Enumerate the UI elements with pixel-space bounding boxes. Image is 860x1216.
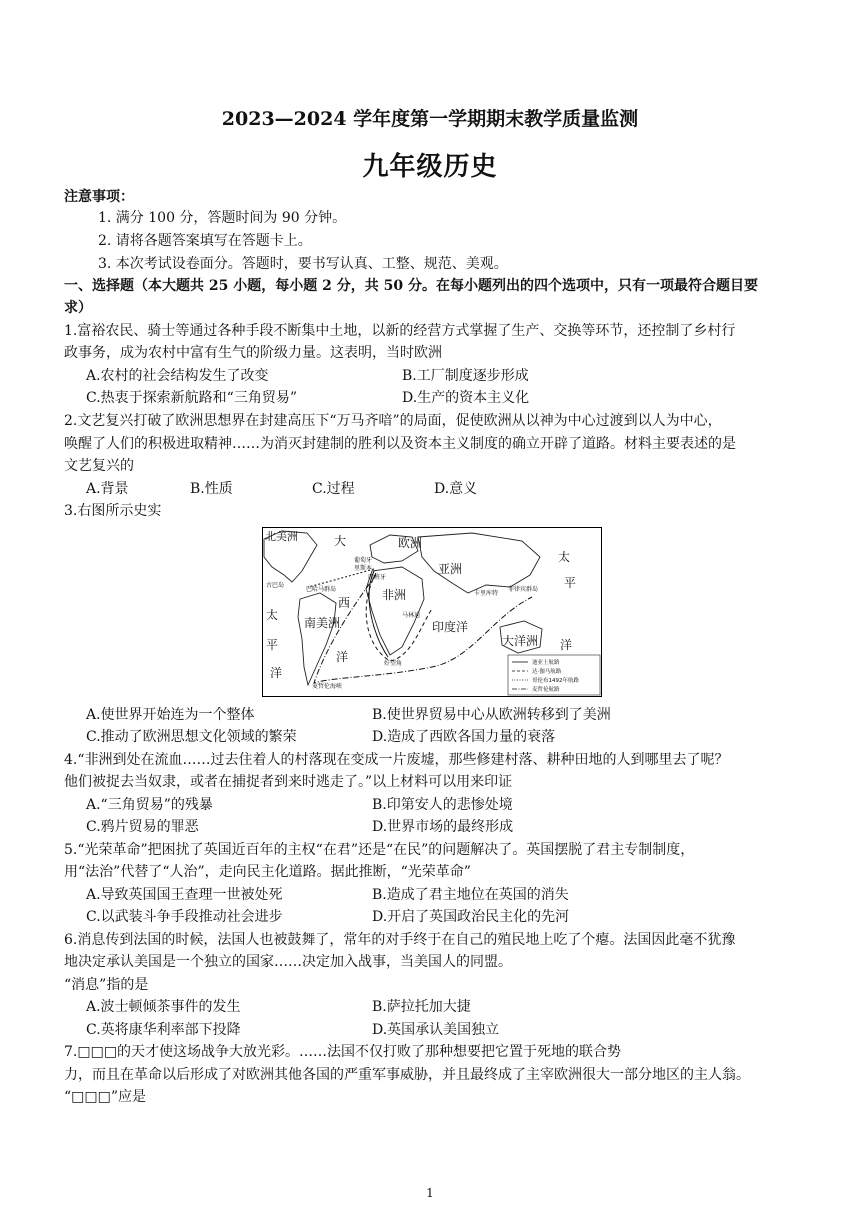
q1-option-d: D.生产的资本主义化 bbox=[402, 390, 530, 406]
q3-option-c: C.推动了欧洲思想文化领域的繁荣 bbox=[86, 729, 297, 745]
q3-option-b: B.使世界贸易中心从欧洲转移到了美洲 bbox=[372, 707, 611, 723]
label-malindi: 马林迪 bbox=[402, 612, 421, 619]
question-3-stem: 3.右图所示史实 bbox=[64, 503, 162, 519]
question-6-stem: 6.消息传到法国的时候，法国人也被鼓舞了，常年的对手终于在自己的殖民地上吃了个瘪。法国因此毫不犹豫 bbox=[64, 932, 736, 948]
legend-dias: 迪亚士航路 bbox=[532, 660, 560, 666]
q2-option-b: B.性质 bbox=[190, 481, 233, 497]
note-item: 1. 满分 100 分，答题时间为 90 分钟。 bbox=[98, 210, 347, 226]
q5-option-d: D.开启了英国政治民主化的先河 bbox=[372, 909, 570, 925]
q4-option-c: C.鸦片贸易的罪恶 bbox=[86, 819, 199, 835]
page-number: 1 bbox=[426, 1186, 434, 1200]
question-5-stem-cont: 用“法治”代替了“人治”，走向民主化道路。据此推断，“光荣革命” bbox=[64, 864, 471, 880]
q1-option-a: A.农村的社会结构发生了改变 bbox=[86, 368, 269, 384]
label-europe: 欧洲 bbox=[398, 536, 423, 550]
label-magellan-strait: 麦哲伦海峡 bbox=[312, 683, 343, 690]
legend-magellan: 麦哲伦航路 bbox=[532, 687, 560, 693]
label-s-america: 南美洲 bbox=[304, 616, 341, 630]
question-4-stem-cont: 他们被捉去当奴隶，或者在捕捉者到来时逃走了。”以上材料可以用来印证 bbox=[64, 774, 513, 790]
q4-option-b: B.印第安人的悲惨处境 bbox=[372, 797, 513, 813]
question-7-stem-cont: “□□□”应是 bbox=[64, 1089, 146, 1105]
question-7-stem-cont: 力，而且在革命以后形成了对欧洲其他各国的严重军事威胁，并且最终成了主宰欧洲很大一部分地区的主人翁。 bbox=[64, 1067, 750, 1083]
label-calicut: 卡里库特 bbox=[474, 590, 499, 597]
q1-option-b: B.工厂制度逐步形成 bbox=[402, 368, 529, 384]
label-ping-right: 平 bbox=[564, 576, 577, 590]
note-item: 3. 本次考试设卷面分。答题时，要书写认真、工整、规范、美观。 bbox=[98, 256, 508, 272]
q2-option-c: C.过程 bbox=[312, 481, 355, 497]
question-7-stem: 7.□□□的天才使这场战争大放光彩。……法国不仅打败了那种想要把它置于死地的联合势 bbox=[64, 1044, 622, 1060]
label-philippines: 菲律宾群岛 bbox=[508, 586, 539, 593]
q2-option-a: A.背景 bbox=[86, 481, 129, 497]
label-n-america: 北美洲 bbox=[265, 530, 298, 543]
section-heading-cont: 求） bbox=[64, 300, 92, 316]
label-yang-right: 洋 bbox=[560, 638, 573, 652]
new-route-map bbox=[262, 527, 602, 697]
q4-option-a: A.“三角贸易”的残暴 bbox=[86, 797, 213, 813]
label-tai-right: 太 bbox=[558, 550, 571, 564]
legend-da-gama: 达·伽马航路 bbox=[532, 669, 562, 675]
q3-option-d: D.造成了西欧各国力量的衰落 bbox=[372, 729, 556, 745]
label-spain: 西班牙 bbox=[368, 574, 387, 581]
q3-option-a: A.使世界开始连为一个整体 bbox=[86, 707, 255, 723]
label-yang-left: 洋 bbox=[270, 666, 283, 680]
label-ping-left: 平 bbox=[266, 638, 279, 652]
note-item: 2. 请将各题答案填写在答题卡上。 bbox=[98, 233, 312, 249]
question-6-stem-cont: “消息”指的是 bbox=[64, 977, 149, 993]
label-asia: 亚洲 bbox=[438, 562, 463, 576]
q5-option-a: A.导致英国国王查理一世被处死 bbox=[86, 887, 283, 903]
label-oceania: 大洋洲 bbox=[502, 634, 539, 648]
notes-heading: 注意事项： bbox=[64, 189, 134, 205]
q1-option-c: C.热衷于探索新航路和“三角贸易” bbox=[86, 390, 297, 406]
map-legend bbox=[508, 655, 600, 695]
q2-option-d: D.意义 bbox=[434, 481, 478, 497]
question-1-stem: 1.富裕农民、骑士等通过各种手段不断集中土地，以新的经营方式掌握了生产、交换等环节，还控制了乡村行 bbox=[64, 323, 736, 339]
question-1-stem-cont: 政事务，成为农村中富有生气的阶级力量。这表明，当时欧洲 bbox=[64, 345, 442, 361]
label-cuba: 古巴岛 bbox=[266, 582, 285, 589]
label-tai-left: 太 bbox=[266, 608, 279, 622]
question-2-stem-cont: 唤醒了人们的积极进取精神……为消灭封建制的胜利以及资本主义制度的确立开辟了道路。材料主要表述的是 bbox=[64, 436, 736, 452]
label-indian-ocean: 印度洋 bbox=[432, 620, 469, 634]
label-yang-atlantic: 洋 bbox=[336, 650, 349, 664]
question-4-stem: 4.“非洲到处在流血……过去住着人的村落现在变成一片废墟，那些修建村落、耕种田地的人到哪里去了呢？ bbox=[64, 752, 729, 768]
q6-option-a: A.波士顿倾茶事件的发生 bbox=[86, 999, 241, 1015]
question-6-stem-cont: 地决定承认美国是一个独立的国家……决定加入战事，当美国人的同盟。 bbox=[64, 954, 512, 970]
question-2-stem: 2.文艺复兴打破了欧洲思想界在封建高压下“万马齐喑”的局面，促使欧洲从以神为中心过渡到以人为中心， bbox=[64, 413, 722, 429]
exam-subject: 九年级历史 bbox=[362, 152, 498, 182]
label-lisbon: 里斯本 bbox=[354, 565, 373, 572]
q6-option-b: B.萨拉托加大捷 bbox=[372, 999, 471, 1015]
q5-option-c: C.以武装斗争手段推动社会进步 bbox=[86, 909, 283, 925]
section-heading: 一、选择题（本大题共 25 小题，每小题 2 分，共 50 分。在每小题列出的四个选项中，只有一项最符合题目要 bbox=[64, 278, 758, 294]
label-africa: 非洲 bbox=[382, 588, 407, 602]
q5-option-b: B.造成了君主地位在英国的消失 bbox=[372, 887, 569, 903]
question-2-stem-cont: 文艺复兴的 bbox=[64, 458, 134, 474]
label-portugal: 葡萄牙 bbox=[354, 557, 373, 564]
exam-title: 2023—2024 学年度第一学期期末教学质量监测 bbox=[221, 108, 639, 130]
q6-option-d: D.英国承认美国独立 bbox=[372, 1022, 500, 1038]
legend-columbus: 哥伦布1492年航路 bbox=[532, 678, 579, 684]
label-good-hope: 好望角 bbox=[384, 660, 403, 667]
q4-option-d: D.世界市场的最终形成 bbox=[372, 819, 514, 835]
label-bahamas: 巴哈马群岛 bbox=[306, 586, 337, 593]
label-da: 大 bbox=[334, 534, 347, 548]
q6-option-c: C.英将康华利率部下投降 bbox=[86, 1022, 241, 1038]
question-5-stem: 5.“光荣革命”把困扰了英国近百年的主权“在君”还是“在民”的问题解决了。英国摆脱了君主专制制度， bbox=[64, 842, 695, 858]
label-xi: 西 bbox=[338, 596, 351, 610]
